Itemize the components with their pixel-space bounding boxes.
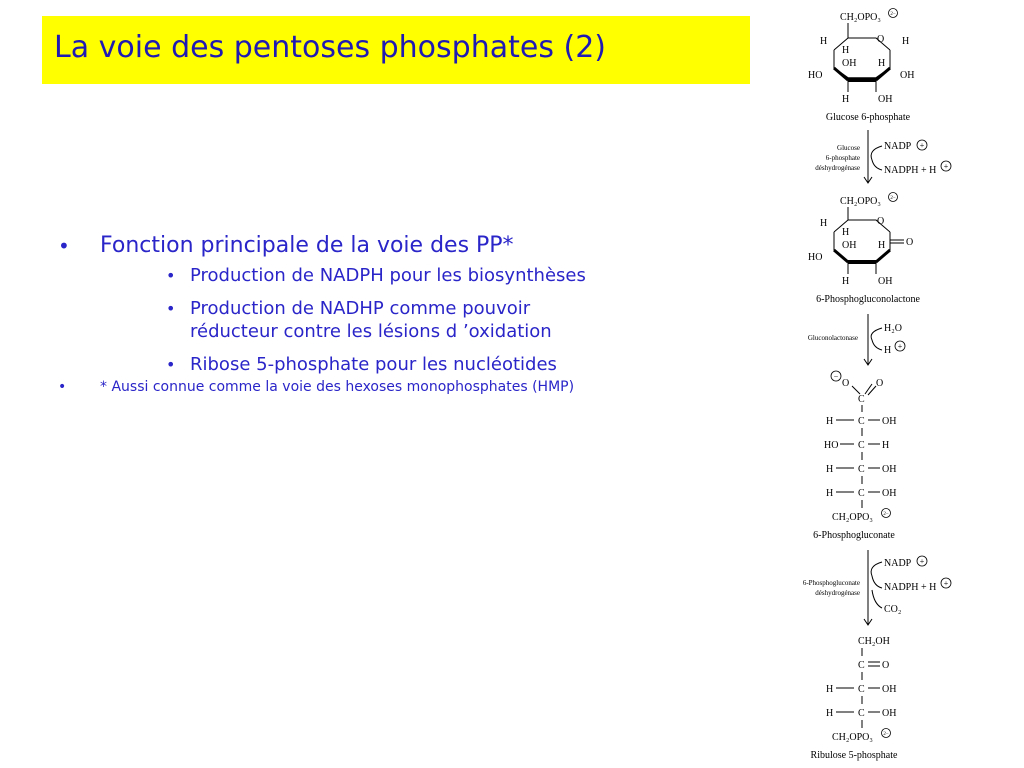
cofactor-nadph: NADPH + H [884, 165, 937, 176]
svg-text:C: C [858, 684, 865, 695]
ch2opo3-label: CH₂OPO₃ [840, 12, 881, 23]
svg-text:H: H [826, 464, 834, 475]
svg-text:H: H [820, 218, 828, 229]
svg-text:H: H [842, 94, 850, 105]
bullet-sub-text: Ribose 5-phosphate pour les nucléotides [190, 354, 557, 375]
svg-text:OH: OH [842, 58, 857, 69]
svg-text:+: + [919, 557, 925, 566]
svg-text:OH: OH [882, 708, 897, 719]
svg-text:O: O [876, 378, 884, 389]
svg-text:H: H [902, 36, 910, 47]
svg-text:O: O [906, 237, 914, 248]
title-bar [42, 16, 750, 84]
svg-text:OH: OH [882, 488, 897, 499]
bullet-sub-reducer [58, 297, 618, 343]
svg-text:OH: OH [882, 464, 897, 475]
bullet-sub-ribose [58, 353, 618, 376]
bullet-glyph: • [166, 355, 176, 374]
cofactor-h: H [884, 345, 892, 356]
svg-text:C: C [858, 464, 865, 475]
svg-text:H: H [878, 58, 886, 69]
svg-text:+: + [897, 342, 903, 351]
svg-text:OH: OH [882, 416, 897, 427]
svg-text:C: C [858, 660, 865, 671]
compound-name: 6-Phosphogluconolactone [816, 294, 920, 305]
svg-text:OH: OH [878, 276, 893, 287]
svg-text:O: O [842, 378, 850, 389]
bullet-glyph: • [166, 266, 176, 285]
svg-text:2−: 2− [883, 732, 889, 737]
bullet-main-text: Fonction principale de la voie des PP* [100, 233, 514, 258]
svg-text:O: O [877, 216, 885, 227]
cofactor-nadph: NADPH + H [884, 582, 937, 593]
svg-text:CH₂OPO₃: CH₂OPO₃ [832, 512, 873, 523]
enzyme-name: 6-Phosphogluconate [802, 579, 860, 587]
svg-text:HO: HO [808, 70, 823, 81]
svg-text:H: H [842, 45, 850, 56]
svg-text:OH: OH [878, 94, 893, 105]
svg-text:OH: OH [842, 240, 857, 251]
glucose-6-phosphate-structure [808, 9, 914, 124]
svg-text:HO: HO [808, 252, 823, 263]
svg-text:O: O [882, 660, 890, 671]
bullet-footnote-text: * Aussi connue comme la voie des hexoses monophosphates (HMP) [100, 379, 575, 395]
cofactor-h2o: H₂O [884, 323, 902, 334]
svg-text:H: H [826, 416, 834, 427]
bullet-sub-text: Production de NADHP comme pouvoir réducteur contre les lésions d ’oxidation [190, 298, 552, 342]
svg-text:H: H [826, 488, 834, 499]
enzyme-name: Glucose [837, 144, 860, 152]
svg-text:+: + [943, 162, 949, 171]
svg-text:OH: OH [900, 70, 915, 81]
svg-text:H: H [882, 440, 890, 451]
slide-content [58, 232, 618, 396]
svg-text:CH₂OPO₃: CH₂OPO₃ [840, 196, 881, 207]
svg-text:CH₂OPO₃: CH₂OPO₃ [832, 732, 873, 743]
svg-text:HO: HO [824, 440, 839, 451]
enzyme-name: 6-phosphate [825, 154, 860, 162]
step-6pgdh [803, 550, 951, 625]
svg-text:H: H [842, 276, 850, 287]
svg-text:H: H [878, 240, 886, 251]
cofactor-nadp: NADP [884, 141, 912, 152]
svg-text:C: C [858, 394, 865, 405]
svg-text:H: H [820, 36, 828, 47]
svg-text:+: + [943, 579, 949, 588]
svg-text:−: − [833, 372, 839, 381]
svg-text:H: H [826, 708, 834, 719]
enzyme-name: déshydrogénase [815, 589, 860, 597]
step-lactonase [808, 314, 905, 365]
ribulose-5-phosphate-structure [811, 636, 898, 761]
svg-text:C: C [858, 440, 865, 451]
svg-text:H: H [842, 227, 850, 238]
bullet-glyph: • [58, 234, 70, 258]
pentose-pathway-figure [768, 0, 968, 768]
compound-name: Ribulose 5-phosphate [810, 750, 898, 761]
svg-text:2−: 2− [890, 12, 896, 17]
enzyme-name: déshydrogénase [815, 164, 860, 172]
svg-text:CH₂OH: CH₂OH [858, 636, 890, 647]
svg-text:OH: OH [882, 684, 897, 695]
svg-text:C: C [858, 488, 865, 499]
enzyme-name: Gluconolactonase [807, 334, 858, 342]
bullet-main [58, 232, 618, 260]
svg-text:C: C [858, 708, 865, 719]
slide-title: La voie des pentoses phosphates (2) [54, 30, 606, 65]
phosphogluconolactone-structure [808, 193, 920, 306]
bullet-footnote [58, 378, 618, 396]
bullet-glyph: • [166, 299, 176, 318]
cofactor-nadp: NADP [884, 558, 912, 569]
svg-text:O: O [877, 34, 885, 45]
phosphogluconate-structure [813, 371, 896, 541]
compound-name: 6-Phosphogluconate [813, 530, 895, 541]
svg-text:+: + [919, 141, 925, 150]
cofactor-co2: CO₂ [884, 604, 902, 615]
svg-text:H: H [826, 684, 834, 695]
svg-text:2−: 2− [883, 512, 889, 517]
compound-name: Glucose 6-phosphate [825, 112, 911, 123]
svg-text:C: C [858, 416, 865, 427]
step-g6pdh [815, 130, 951, 183]
svg-text:2−: 2− [890, 196, 896, 201]
bullet-sub-nadph [58, 264, 618, 287]
bullet-sub-text: Production de NADPH pour les biosynthèses [190, 265, 586, 286]
bullet-glyph: • [58, 379, 67, 395]
